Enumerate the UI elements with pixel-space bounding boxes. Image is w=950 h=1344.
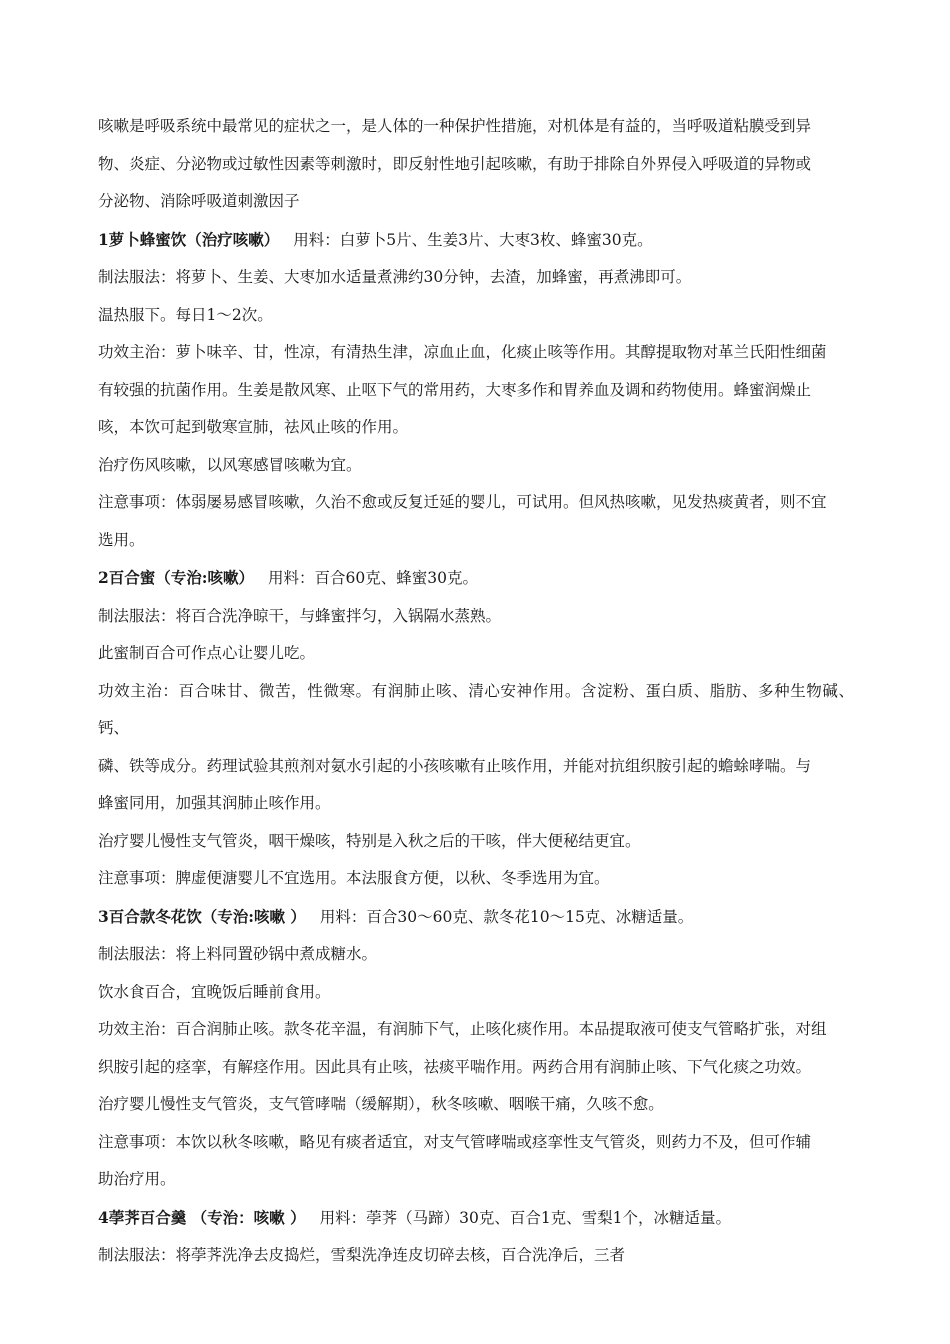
recipe-effect-line: 织胺引起的痉挛，有解痉作用。因此具有止咳，祛痰平喘作用。两药合用有润肺止咳、下气化痰之功效。 — [98, 1057, 812, 1076]
recipe-effect-line: 磷、铁等成分。药理试验其煎剂对氨水引起的小孩咳嗽有止咳作用，并能对抗组织胺引起的蟾蜍哮喘。与 — [98, 756, 812, 775]
recipe-usage: 此蜜制百合可作点心让婴儿吃。 — [98, 644, 316, 662]
recipe-title: 3百合款冬花饮（专治:咳嗽 ） — [98, 906, 306, 926]
recipe-effect-line: 蜂蜜同用，加强其润肺止咳作用。 — [98, 794, 331, 812]
recipe-ingredients: 用料：百合60克、蜂蜜30克。 — [268, 569, 478, 587]
recipe-notes-line: 注意事项：脾虚便溏婴儿不宜选用。本法服食方便，以秋、冬季选用为宜。 — [98, 869, 610, 887]
recipe-ingredients: 用料：白萝卜5片、生姜3片、大枣3枚、蜂蜜30克。 — [293, 230, 653, 249]
recipe-effect-line: 功效主治：百合润肺止咳。款冬花辛温，有润肺下气，止咳化痰作用。本品提取液可使支气管略扩张，对组 — [98, 1020, 827, 1038]
recipe-heading — [98, 898, 854, 937]
recipe-effect-line: 功效主治：百合味甘、微苦，性微寒。有润肺止咳、清心安神作用。含淀粉、蛋白质、脂肪、多种生物碱、钙、 — [98, 681, 854, 737]
intro-line: 分泌物、消除呼吸道刺激因子 — [98, 192, 300, 210]
intro-line: 咳嗽是呼吸系统中最常见的症状之一，是人体的一种保护性措施，对机体是有益的，当呼吸道粘膜受到异 — [98, 117, 812, 135]
recipe-heading — [98, 221, 854, 260]
recipe-effect-line: 咳，本饮可起到敬寒宣肺，祛风止咳的作用。 — [98, 418, 409, 436]
recipe-title: 1萝卜蜂蜜饮（治疗咳嗽） — [98, 229, 280, 249]
recipe-method: 制法服法：将荸荠洗净去皮捣烂，雪梨洗净连皮切碎去核，百合洗净后，三者 — [98, 1246, 626, 1264]
recipe-usage: 饮水食百合，宜晚饭后睡前食用。 — [98, 982, 331, 1001]
recipe-notes-line: 助治疗用。 — [98, 1170, 176, 1188]
recipe-heading — [98, 559, 854, 598]
recipe-treatment: 治疗伤风咳嗽，以风寒感冒咳嗽为宜。 — [98, 455, 362, 474]
recipe-effect-line: 功效主治：萝卜味辛、甘，性凉，有清热生津，凉血止血，化痰止咳等作用。其醇提取物对革兰氏阳性细菌 — [98, 343, 827, 361]
recipe-treatment: 治疗婴儿慢性支气管炎，支气管哮喘（缓解期），秋冬咳嗽、咽喉干痛，久咳不愈。 — [98, 1095, 664, 1113]
recipe-notes-line: 选用。 — [98, 530, 145, 549]
recipe-title: 4荸荠百合羹 （专治：咳嗽 ） — [98, 1207, 306, 1227]
recipe-title: 2百合蜜（专治:咳嗽） — [98, 568, 255, 587]
recipe-effect-line: 有较强的抗菌作用。生姜是散风寒、止呕下气的常用药，大枣多作和胃养血及调和药物使用。蜂蜜润燥止 — [98, 380, 812, 399]
recipe-method: 制法服法：将萝卜、生姜、大枣加水适量煮沸约30分钟，去渣，加蜂蜜，再煮沸即可。 — [98, 268, 692, 286]
recipe-ingredients: 用料：荸荠（马蹄）30克、百合1克、雪梨1个，冰糖适量。 — [319, 1208, 732, 1227]
recipe-ingredients: 用料：百合30～60克、款冬花10～15克、冰糖适量。 — [319, 907, 694, 926]
recipe-notes-line: 注意事项：本饮以秋冬咳嗽，略见有痰者适宜，对支气管哮喘或痉挛性支气管炎，则药力不及，但可作辅 — [98, 1132, 812, 1151]
recipe-method: 制法服法：将百合洗净晾干，与蜂蜜拌匀，入锅隔水蒸熟。 — [98, 606, 502, 625]
recipe-notes-line: 注意事项：体弱屡易感冒咳嗽，久治不愈或反复迁延的婴儿，可试用。但风热咳嗽，见发热痰黄者，则不宜 — [98, 493, 827, 511]
document-body — [98, 108, 854, 1275]
recipe-method: 制法服法：将上料同置砂锅中煮成糖水。 — [98, 945, 378, 963]
recipe-heading — [98, 1199, 854, 1238]
recipe-treatment: 治疗婴儿慢性支气管炎，咽干燥咳，特别是入秋之后的干咳，伴大便秘结更宜。 — [98, 831, 641, 850]
recipe-usage: 温热服下。每日1～2次。 — [98, 305, 273, 324]
intro-line: 物、炎症、分泌物或过敏性因素等刺激时，即反射性地引起咳嗽，有助于排除自外界侵入呼吸道的异物或 — [98, 154, 812, 173]
